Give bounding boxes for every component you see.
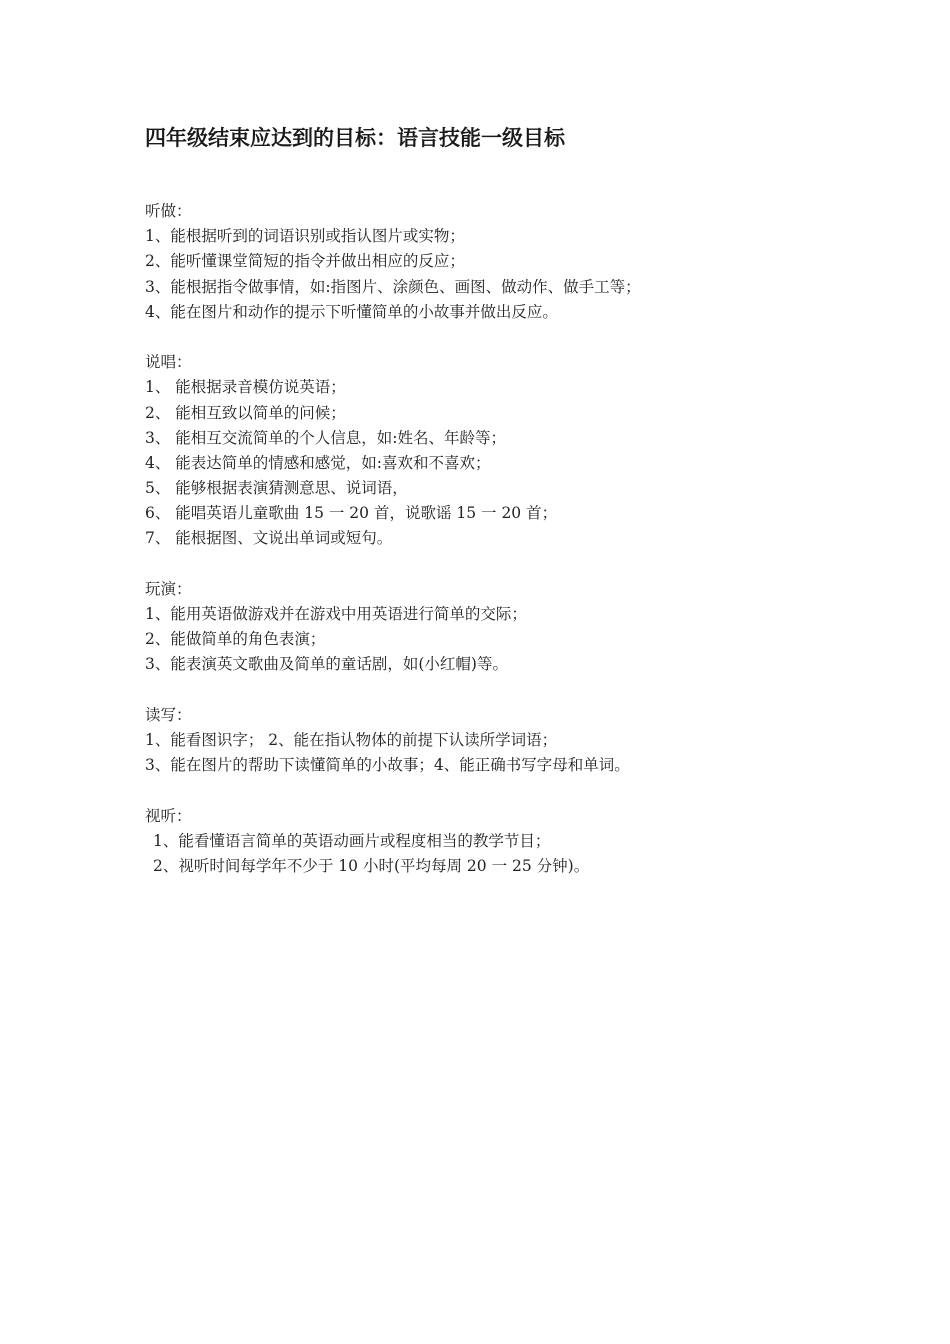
list-item: 4、 能表达简单的情感和感觉，如:喜欢和不喜欢； <box>145 453 491 472</box>
section-heading: 玩演： <box>145 579 192 598</box>
list-item: 1、能看懂语言简单的英语动画片或程度相当的教学节目； <box>153 831 551 850</box>
section-view-listen <box>145 804 925 880</box>
section-heading: 说唱： <box>145 353 192 372</box>
list-item: 6、 能唱英语儿童歌曲 15 一 20 首，说歌谣 15 一 20 首； <box>145 504 558 523</box>
list-item: 1、能看图识字； 2、能在指认物体的前提下认读所学词语； <box>145 730 558 749</box>
list-item: 3、能表演英文歌曲及简单的童话剧，如(小红帽)等。 <box>145 655 508 674</box>
section-heading: 视听： <box>145 806 192 825</box>
section-heading: 读写： <box>145 705 192 724</box>
list-item: 7、 能根据图、文说出单词或短句。 <box>145 529 393 548</box>
section-heading: 听做： <box>145 202 192 220</box>
section-speak-sing <box>145 350 925 552</box>
list-item: 5、 能够根据表演猜测意思、说词语， <box>145 479 408 498</box>
list-item: 2、能做简单的角色表演； <box>145 630 326 649</box>
document-title: 四年级结束应达到的目标：语言技能一级目标 <box>145 126 565 150</box>
section-play-act <box>145 577 925 678</box>
list-item: 3、 能相互交流简单的个人信息，如:姓名、年龄等； <box>145 428 507 447</box>
list-item: 2、视听时间每学年不少于 10 小时(平均每周 20 一 25 分钟)。 <box>153 856 590 875</box>
list-item: 1、能根据听到的词语识别或指认图片或实物； <box>145 227 465 246</box>
list-item: 1、 能根据录音模仿说英语； <box>145 378 346 397</box>
section-read-write <box>145 703 925 779</box>
list-item: 3、能根据指令做事情，如:指图片、涂颜色、画图、做动作、做手工等； <box>145 277 641 296</box>
list-item: 4、能在图片和动作的提示下听懂简单的小故事并做出反应。 <box>145 302 558 321</box>
list-item: 1、能用英语做游戏并在游戏中用英语进行简单的交际； <box>145 605 527 623</box>
list-item: 2、能听懂课堂简短的指令并做出相应的反应； <box>145 252 465 271</box>
list-item: 3、能在图片的帮助下读懂简单的小故事；4、能正确书写字母和单词。 <box>145 756 630 775</box>
section-listen-do <box>145 199 925 325</box>
list-item: 2、 能相互致以简单的问候； <box>145 403 346 422</box>
document-body <box>145 199 925 904</box>
